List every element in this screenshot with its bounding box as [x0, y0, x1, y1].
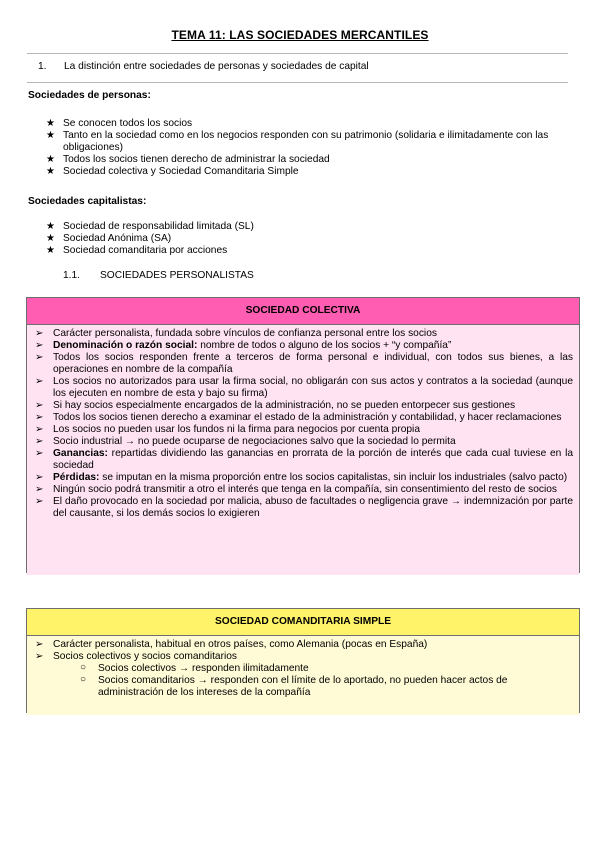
- divider-top: [27, 53, 568, 54]
- star-bullet-icon: ★: [46, 130, 55, 141]
- item-text: El daño provocado en la sociedad por malicia, abuso de facultades o negligencia grave → indemnización por parte del causante, si los demás socios lo exigieren: [53, 496, 573, 519]
- list-item: [33, 352, 573, 376]
- arrow-bullet-icon: ➢: [35, 328, 44, 339]
- item-text: Socio industrial → no puede ocuparse de negociaciones salvo que la sociedad lo permita: [53, 436, 456, 447]
- arrow-bullet-icon: ➢: [35, 424, 44, 435]
- list-item: ○ Socios colectivos → responden ilimitadamente: [80, 662, 309, 674]
- list-item: ➢ Carácter personalista, habitual en otros países, como Alemania (pocas en España): [35, 639, 428, 650]
- arrow-bullet-icon: ➢: [35, 472, 44, 483]
- subsection-number: 1.1.: [63, 270, 80, 281]
- list-item: ○ Socios comanditarios → responden con el límite de lo aportado, no pueden hacer actos de administración de los intereses de la compañía: [80, 674, 508, 698]
- list-item: [33, 448, 573, 472]
- list-item: [33, 328, 573, 340]
- arrow-bullet-icon: ➢: [35, 484, 44, 495]
- arrow-bullet-icon: ➢: [35, 436, 44, 447]
- arrow-bullet-icon: ➢: [35, 400, 44, 411]
- section-1-number: 1.: [38, 61, 47, 72]
- colectiva-box: [26, 297, 580, 573]
- page-title: TEMA 11: LAS SOCIEDADES MERCANTILES: [171, 28, 429, 42]
- star-bullet-icon: ★: [46, 221, 55, 232]
- arrow-bullet-icon: ➢: [35, 352, 44, 363]
- item-text: Todos los socios tienen derecho a examinar el estado de la administración y contabilidad, y hacer reclamaciones: [53, 412, 562, 423]
- section-1-text: La distinción entre sociedades de personas y sociedades de capital: [64, 61, 369, 72]
- item-text: Ningún socio podrá transmitir a otro el interés que tenga en la compañía, sin consentimiento del resto de socios: [53, 484, 557, 495]
- list-item: [33, 484, 573, 496]
- item-text: Los socios no pueden usar los fundos ni la firma para negocios por cuenta propia: [53, 424, 420, 435]
- item-text: Carácter personalista, fundada sobre vínculos de confianza personal entre los socios: [53, 328, 437, 339]
- arrow-bullet-icon: ➢: [35, 496, 44, 507]
- personas-list: [46, 118, 566, 178]
- capitalistas-list: [46, 221, 566, 257]
- colectiva-body: [27, 325, 579, 575]
- list-item: [33, 412, 573, 424]
- list-item: ★ Sociedad Anónima (SA): [46, 233, 172, 244]
- circle-bullet-icon: ○: [80, 662, 87, 673]
- list-item: [33, 340, 573, 352]
- list-item: ★ Sociedad de responsabilidad limitada (SL): [46, 221, 254, 232]
- capitalistas-heading: Sociedades capitalistas:: [28, 196, 147, 207]
- list-item: ➢ Socios colectivos y socios comanditarios: [35, 651, 238, 662]
- comanditaria-list: [33, 639, 573, 663]
- subsection-text: SOCIEDADES PERSONALISTAS: [100, 270, 254, 281]
- item-label: Denominación o razón social:: [53, 340, 198, 351]
- item-text: repartidas dividiendo las ganancias en prorrata de la porción de interés que cada cual tuviese en la sociedad: [53, 448, 573, 471]
- item-text: Los socios no autorizados para usar la firma social, no obligarán con sus actos y contratos a la sociedad (aunque los ejecuten en nombre de esta y bajo su firma): [53, 376, 573, 399]
- list-item: [33, 376, 573, 400]
- star-bullet-icon: ★: [46, 233, 55, 244]
- arrow-bullet-icon: ➢: [35, 639, 44, 650]
- star-bullet-icon: ★: [46, 245, 55, 256]
- item-text: se imputan en la misma proporción entre los socios capitalistas, sin incluir los industriales (salvo pacto): [99, 472, 568, 483]
- star-bullet-icon: ★: [46, 118, 55, 129]
- colectiva-list: [33, 328, 573, 520]
- comanditaria-sublist: [33, 663, 573, 699]
- list-item: ★ Se conocen todos los socios: [46, 118, 193, 129]
- star-bullet-icon: ★: [46, 154, 55, 165]
- item-label: Ganancias:: [53, 448, 108, 459]
- list-item: ★ Sociedad comanditaria por acciones: [46, 245, 228, 256]
- divider-bottom: [27, 82, 568, 83]
- list-item: ★ Todos los socios tienen derecho de administrar la sociedad: [46, 154, 330, 165]
- arrow-bullet-icon: ➢: [35, 340, 44, 351]
- list-item: [33, 424, 573, 436]
- star-bullet-icon: ★: [46, 166, 55, 177]
- arrow-bullet-icon: ➢: [35, 651, 44, 662]
- list-item: ★ Sociedad colectiva y Sociedad Comanditaria Simple: [46, 166, 299, 177]
- arrow-bullet-icon: ➢: [35, 448, 44, 459]
- list-item: [33, 436, 573, 448]
- item-text: Todos los socios responden frente a terceros de forma personal e individual, con todos sus bienes, a las operaciones en nombre de la compañía: [53, 352, 573, 375]
- item-label: Pérdidas:: [53, 472, 100, 483]
- section-1: [38, 61, 369, 73]
- arrow-bullet-icon: ➢: [35, 412, 44, 423]
- list-item: [33, 496, 573, 520]
- circle-bullet-icon: ○: [80, 674, 87, 685]
- subsection-1-1: [63, 270, 254, 282]
- comanditaria-title: SOCIEDAD COMANDITARIA SIMPLE: [27, 609, 579, 636]
- item-text: nombre de todos o alguno de los socios + “y compañía”: [197, 340, 452, 351]
- list-item: ★ Tanto en la sociedad como en los negocios responden con su patrimonio (solidaria e ilimitadamente con las obligaciones): [46, 130, 549, 153]
- list-item: [33, 400, 573, 412]
- comanditaria-box: [26, 608, 580, 713]
- colectiva-title: SOCIEDAD COLECTIVA: [27, 298, 579, 325]
- comanditaria-body: [27, 636, 579, 715]
- arrow-bullet-icon: ➢: [35, 376, 44, 387]
- list-item: [33, 472, 573, 484]
- item-text: Si hay socios especialmente encargados de la administración, no se pueden entorpecer sus gestiones: [53, 400, 516, 411]
- personas-heading: Sociedades de personas:: [28, 90, 151, 101]
